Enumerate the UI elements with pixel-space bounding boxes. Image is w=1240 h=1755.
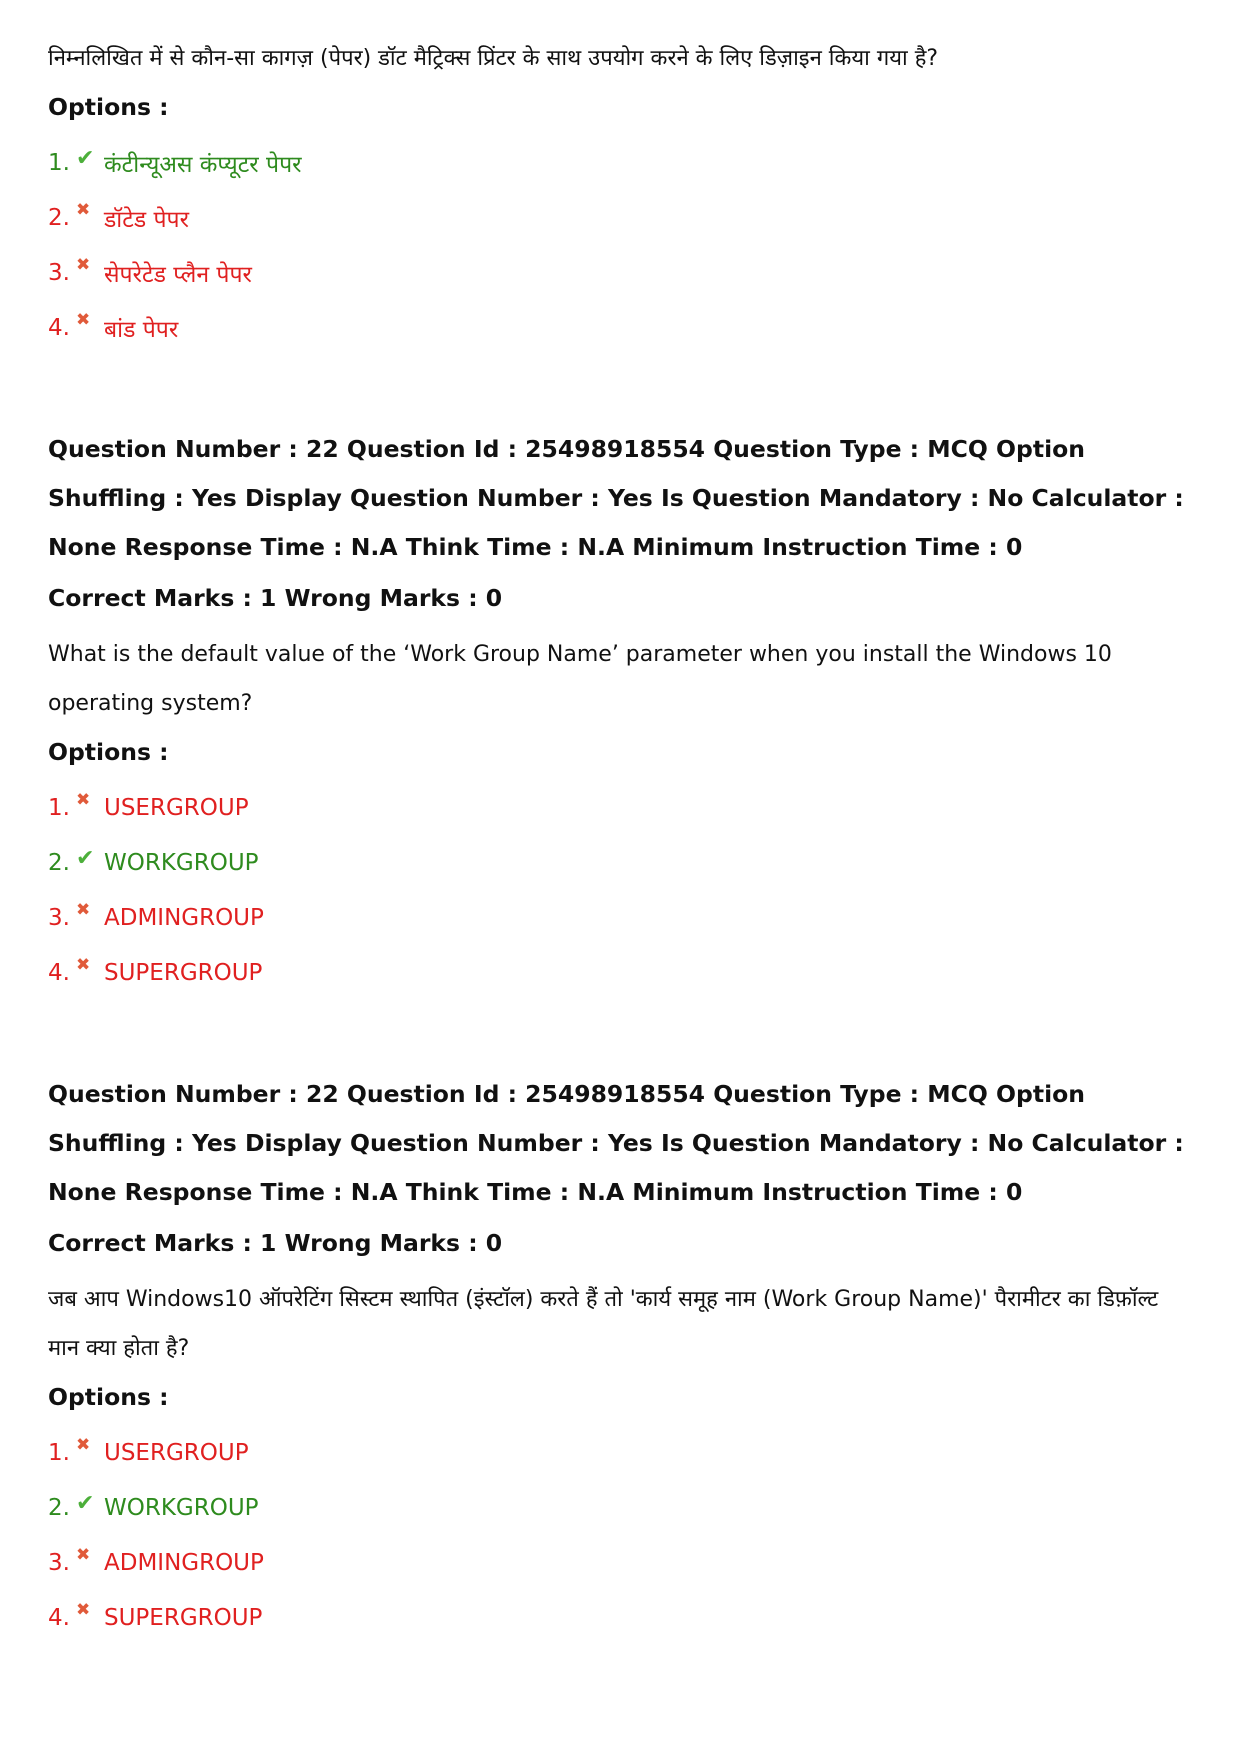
check-icon: ✔ xyxy=(76,846,95,871)
option-4 xyxy=(48,1590,1192,1645)
option-text: USERGROUP xyxy=(104,794,249,821)
option-number: 2. xyxy=(48,1494,70,1521)
cross-icon: ✖ xyxy=(76,1544,91,1565)
option-2 xyxy=(48,835,1192,890)
option-text: SUPERGROUP xyxy=(104,959,263,986)
option-text: डॉटेड पेपर xyxy=(104,206,190,233)
options-label: Options : xyxy=(48,738,169,766)
option-2 xyxy=(48,1480,1192,1535)
question-text: जब आप Windows10 ऑपरेटिंग सिस्टम स्थापित (इंस्टॉल) करते हैं तो 'कार्य समूह नाम (Work Group Name)' पैरामीटर का डिफ़ॉल्ट मान क्या होता है? xyxy=(48,1287,1159,1361)
option-text: कंटीन्यूअस कंप्यूटर पेपर xyxy=(104,151,302,178)
question-metadata: Question Number : 22 Question Id : 25498918554 Question Type : MCQ Option Shuffling : Yes Display Question Number : Yes Is Question Mandatory : No Calculator : None Response Time : N.A Think Time : N.A Minimum Instruction Time : 0 xyxy=(48,435,1184,561)
option-number: 4. xyxy=(48,314,70,341)
option-3 xyxy=(48,245,1192,300)
option-text: ADMINGROUP xyxy=(104,1549,264,1576)
cross-icon: ✖ xyxy=(76,199,91,220)
option-number: 2. xyxy=(48,204,70,231)
option-number: 1. xyxy=(48,149,70,176)
option-number: 1. xyxy=(48,1439,70,1466)
option-4 xyxy=(48,945,1192,1000)
spacer xyxy=(48,1000,1192,1070)
options-label: Options : xyxy=(48,93,169,121)
spacer xyxy=(48,355,1192,425)
option-3 xyxy=(48,890,1192,945)
option-3 xyxy=(48,1535,1192,1590)
options-list xyxy=(48,780,1192,1000)
option-number: 3. xyxy=(48,1549,70,1576)
marks-info: Correct Marks : 1 Wrong Marks : 0 xyxy=(48,1229,503,1257)
options-label: Options : xyxy=(48,1383,169,1411)
cross-icon: ✖ xyxy=(76,1434,91,1455)
option-number: 4. xyxy=(48,1604,70,1631)
cross-icon: ✖ xyxy=(76,789,91,810)
cross-icon: ✖ xyxy=(76,899,91,920)
option-number: 3. xyxy=(48,904,70,931)
option-text: SUPERGROUP xyxy=(104,1604,263,1631)
marks-info: Correct Marks : 1 Wrong Marks : 0 xyxy=(48,584,503,612)
question-text: What is the default value of the ‘Work Group Name’ parameter when you install the Windows 10 operating system? xyxy=(48,642,1112,716)
cross-icon: ✖ xyxy=(76,954,91,975)
options-list xyxy=(48,135,1192,355)
question-block-1 xyxy=(48,425,1192,1000)
option-number: 2. xyxy=(48,849,70,876)
check-icon: ✔ xyxy=(76,146,95,171)
question-block-0 xyxy=(48,34,1192,355)
cross-icon: ✖ xyxy=(76,309,91,330)
option-text: WORKGROUP xyxy=(104,1494,259,1521)
check-icon: ✔ xyxy=(76,1491,95,1516)
option-number: 3. xyxy=(48,259,70,286)
option-text: सेपरेटेड प्लैन पेपर xyxy=(104,261,252,288)
option-4 xyxy=(48,300,1192,355)
option-text: ADMINGROUP xyxy=(104,904,264,931)
cross-icon: ✖ xyxy=(76,254,91,275)
option-1 xyxy=(48,135,1192,190)
option-2 xyxy=(48,190,1192,245)
question-metadata: Question Number : 22 Question Id : 25498918554 Question Type : MCQ Option Shuffling : Yes Display Question Number : Yes Is Question Mandatory : No Calculator : None Response Time : N.A Think Time : N.A Minimum Instruction Time : 0 xyxy=(48,1080,1184,1206)
question-text: निम्नलिखित में से कौन-सा कागज़ (पेपर) डॉट मैट्रिक्स प्रिंटर के साथ उपयोग करने के लिए डिज़ाइन किया गया है? xyxy=(48,46,939,71)
option-text: बांड पेपर xyxy=(104,316,179,343)
option-text: WORKGROUP xyxy=(104,849,259,876)
option-number: 4. xyxy=(48,959,70,986)
option-text: USERGROUP xyxy=(104,1439,249,1466)
options-list xyxy=(48,1425,1192,1645)
option-1 xyxy=(48,780,1192,835)
cross-icon: ✖ xyxy=(76,1599,91,1620)
option-1 xyxy=(48,1425,1192,1480)
question-block-2 xyxy=(48,1070,1192,1645)
option-number: 1. xyxy=(48,794,70,821)
